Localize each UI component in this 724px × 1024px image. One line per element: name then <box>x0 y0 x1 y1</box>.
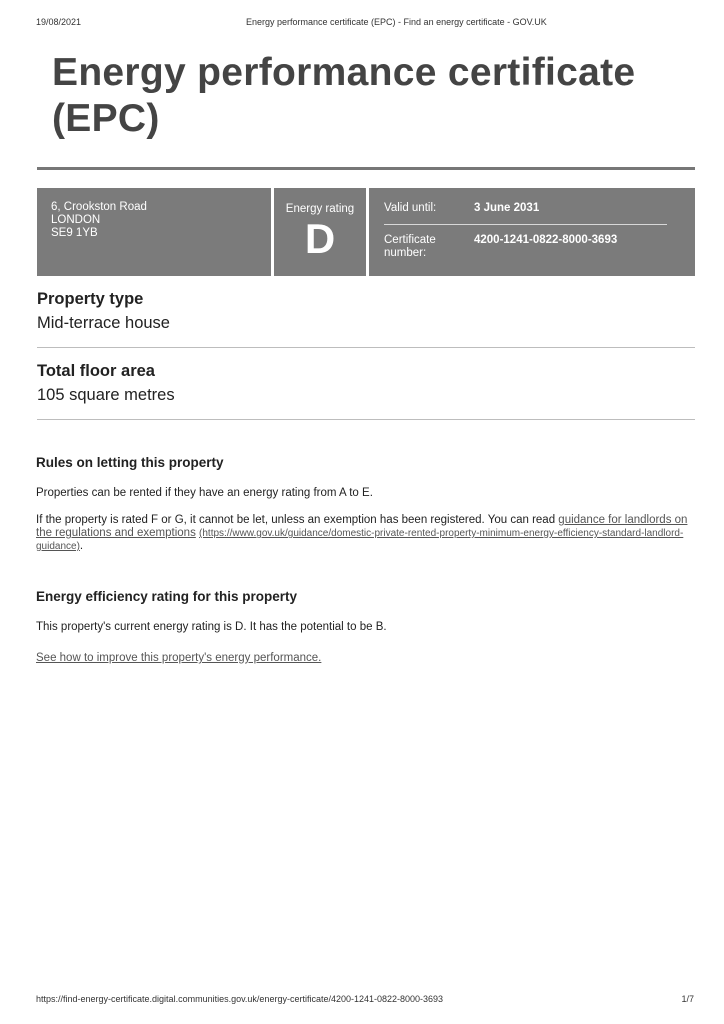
page-number: 1/7 <box>681 994 694 1004</box>
title-divider <box>37 167 695 170</box>
floor-area-value: 105 square metres <box>37 386 175 404</box>
property-type-label: Property type <box>37 290 144 308</box>
certificate-number-value: 4200-1241-0822-8000-3693 <box>474 234 618 246</box>
letting-rules-paragraph-1: Properties can be rented if they have an energy rating from A to E. <box>36 487 373 499</box>
property-type-value: Mid-terrace house <box>37 314 170 332</box>
print-document-title: Energy performance certificate (EPC) - Find an energy certificate - GOV.UK <box>246 17 547 27</box>
address-line-2: LONDON <box>51 214 101 226</box>
epc-summary-box <box>37 188 695 276</box>
page-title: Energy performance certificate (EPC) <box>52 51 636 140</box>
landlord-guidance-url[interactable]: (https://www.gov.uk/guidance/domestic-private-rented-property-minimum-energy-efficiency-standard-landlord-guidance) <box>36 528 684 552</box>
efficiency-text: This property's current energy rating is D. It has the potential to be B. <box>36 621 387 633</box>
letting-rules-paragraph-2 <box>36 514 696 553</box>
floor-area-label: Total floor area <box>37 362 155 380</box>
floor-area-divider <box>37 419 695 420</box>
landlord-guidance-link[interactable]: guidance for landlords on the regulations and exemptions <box>36 514 688 539</box>
certificate-row-divider <box>384 224 667 225</box>
letting-rules-end: . <box>79 540 84 552</box>
valid-until-label: Valid until: <box>384 202 437 214</box>
print-url: https://find-energy-certificate.digital.communities.gov.uk/energy-certificate/4200-1241-0822-8000-3693 <box>36 994 444 1004</box>
efficiency-heading: Energy efficiency rating for this property <box>36 589 298 604</box>
improve-performance-link[interactable]: See how to improve this property's energy performance. <box>36 652 322 664</box>
energy-rating-label: Energy rating <box>285 203 355 215</box>
valid-until-value: 3 June 2031 <box>474 202 540 214</box>
print-header <box>0 17 724 31</box>
certificate-number-label: Certificate number: <box>384 234 436 259</box>
certificate-details <box>369 188 695 276</box>
property-type-divider <box>37 347 695 348</box>
print-footer <box>0 994 724 1008</box>
letting-rules-text: If the property is rated F or G, it cannot be let, unless an exemption has been registered. You can read <box>36 514 559 526</box>
address-line-1: 6, Crookston Road <box>51 201 147 213</box>
address-line-3: SE9 1YB <box>51 227 98 239</box>
print-date: 19/08/2021 <box>36 17 82 27</box>
property-address <box>37 188 271 276</box>
energy-rating-cell <box>274 188 366 276</box>
energy-rating-letter: D <box>304 215 336 262</box>
letting-rules-heading: Rules on letting this property <box>36 455 224 470</box>
